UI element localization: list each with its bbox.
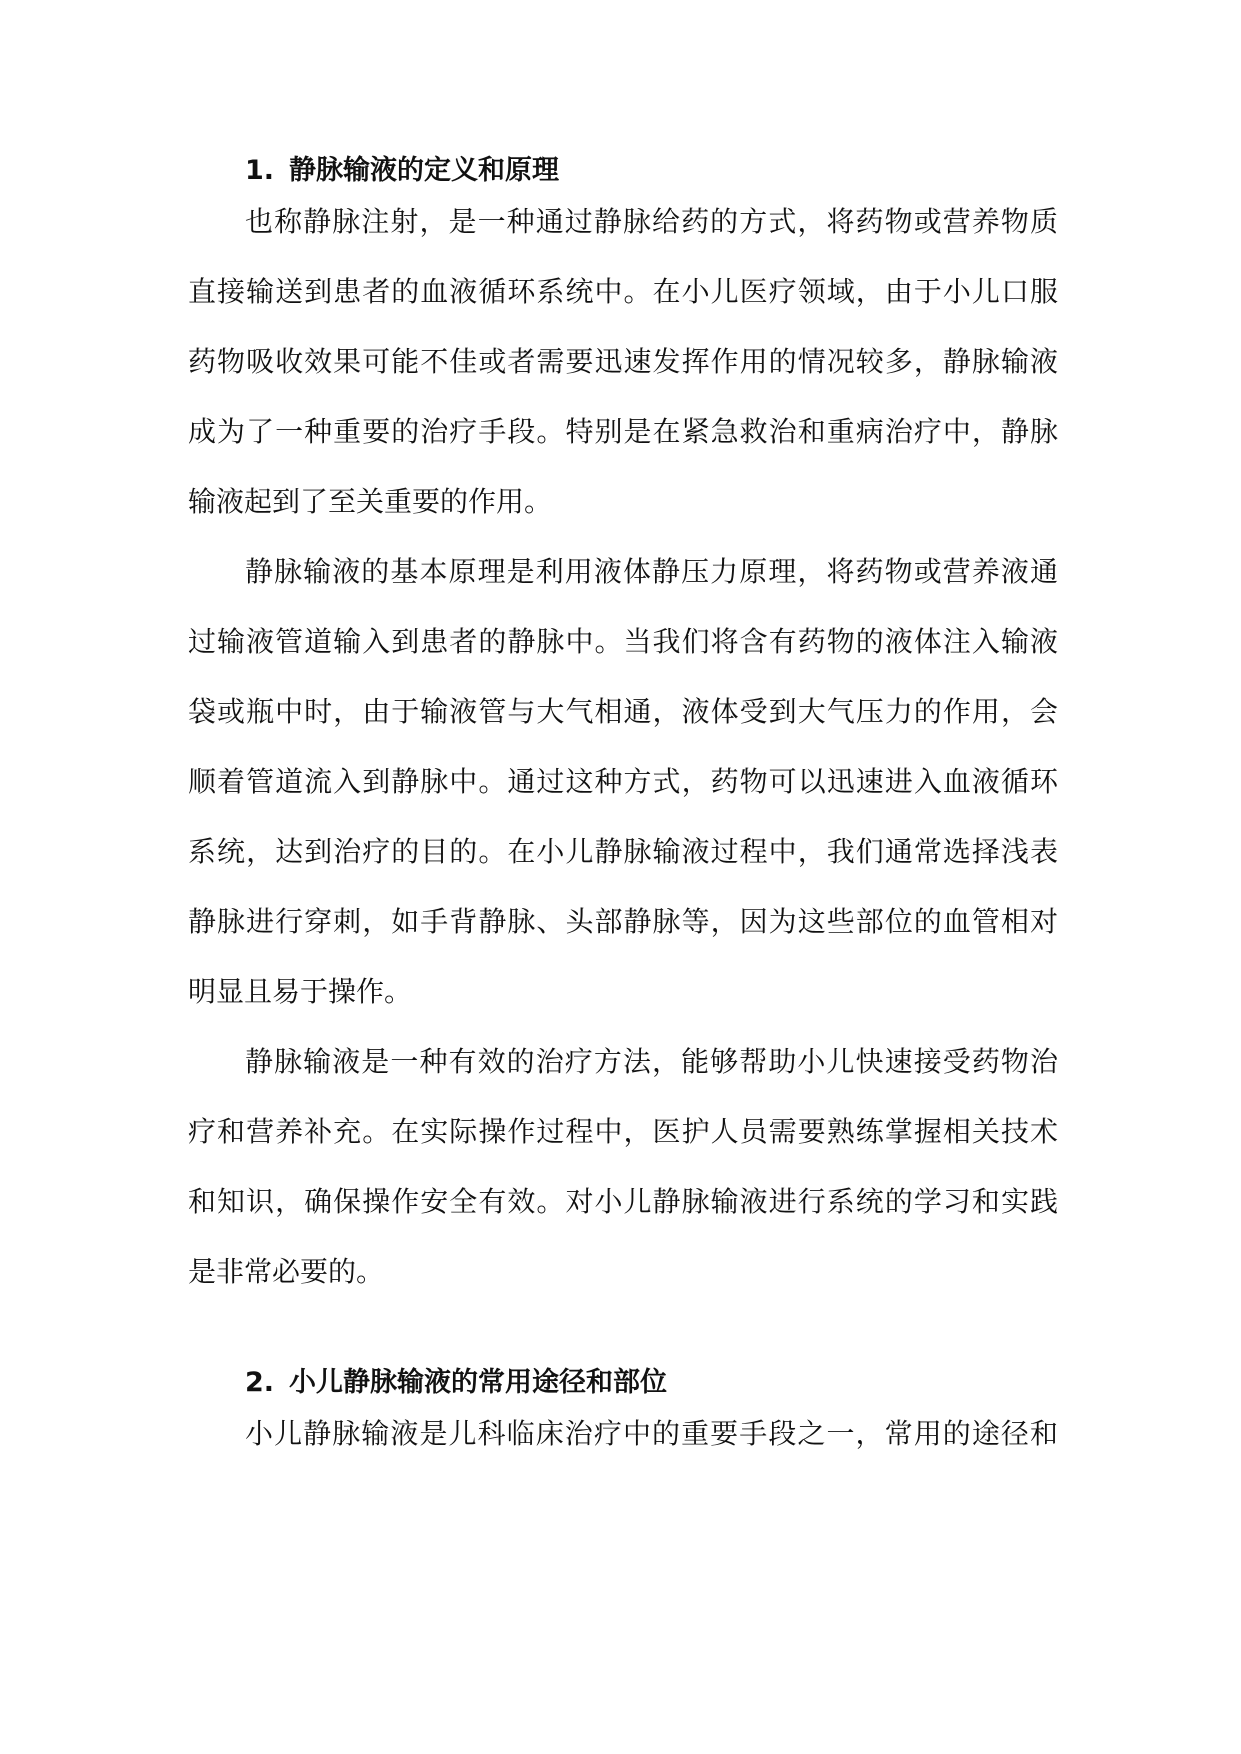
section-number: 1. [245, 155, 275, 186]
paragraph-line: 静脉输液的基本原理是利用液体静压力原理，将药物或营养液通 [245, 555, 1058, 588]
section-number: 2. [245, 1367, 275, 1398]
paragraph-line: 过输液管道输入到患者的静脉中。当我们将含有药物的液体注入输液 [188, 625, 1058, 658]
paragraph-line: 明显且易于操作。 [188, 975, 413, 1008]
paragraph-line: 疗和营养补充。在实际操作过程中，医护人员需要熟练掌握相关技术 [188, 1115, 1058, 1148]
paragraph-line: 是非常必要的。 [188, 1255, 385, 1288]
section-heading [245, 146, 1045, 196]
paragraph-line: 药物吸收效果可能不佳或者需要迅速发挥作用的情况较多，静脉输液 [188, 345, 1058, 378]
paragraph-line: 顺着管道流入到静脉中。通过这种方式，药物可以迅速进入血液循环 [188, 765, 1058, 798]
paragraph-line: 袋或瓶中时，由于输液管与大气相通，液体受到大气压力的作用，会 [188, 695, 1058, 728]
paragraph-line: 静脉进行穿刺，如手背静脉、头部静脉等，因为这些部位的血管相对 [188, 905, 1058, 938]
paragraph-line: 直接输送到患者的血液循环系统中。在小儿医疗领域，由于小儿口服 [188, 275, 1058, 308]
section-title: 静脉输液的定义和原理 [289, 155, 559, 186]
paragraph-line: 系统，达到治疗的目的。在小儿静脉输液过程中，我们通常选择浅表 [188, 835, 1058, 868]
paragraph-line: 输液起到了至关重要的作用。 [188, 485, 553, 518]
paragraph-line: 和知识，确保操作安全有效。对小儿静脉输液进行系统的学习和实践 [188, 1185, 1058, 1218]
paragraph-line: 静脉输液是一种有效的治疗方法，能够帮助小儿快速接受药物治 [245, 1045, 1058, 1078]
section-heading [245, 1358, 1045, 1408]
paragraph-line: 小儿静脉输液是儿科临床治疗中的重要手段之一，常用的途径和 [245, 1417, 1058, 1450]
section-title: 小儿静脉输液的常用途径和部位 [289, 1367, 667, 1398]
paragraph-line: 也称静脉注射，是一种通过静脉给药的方式，将药物或营养物质 [245, 205, 1058, 238]
paragraph-line: 成为了一种重要的治疗手段。特别是在紧急救治和重病治疗中，静脉 [188, 415, 1058, 448]
